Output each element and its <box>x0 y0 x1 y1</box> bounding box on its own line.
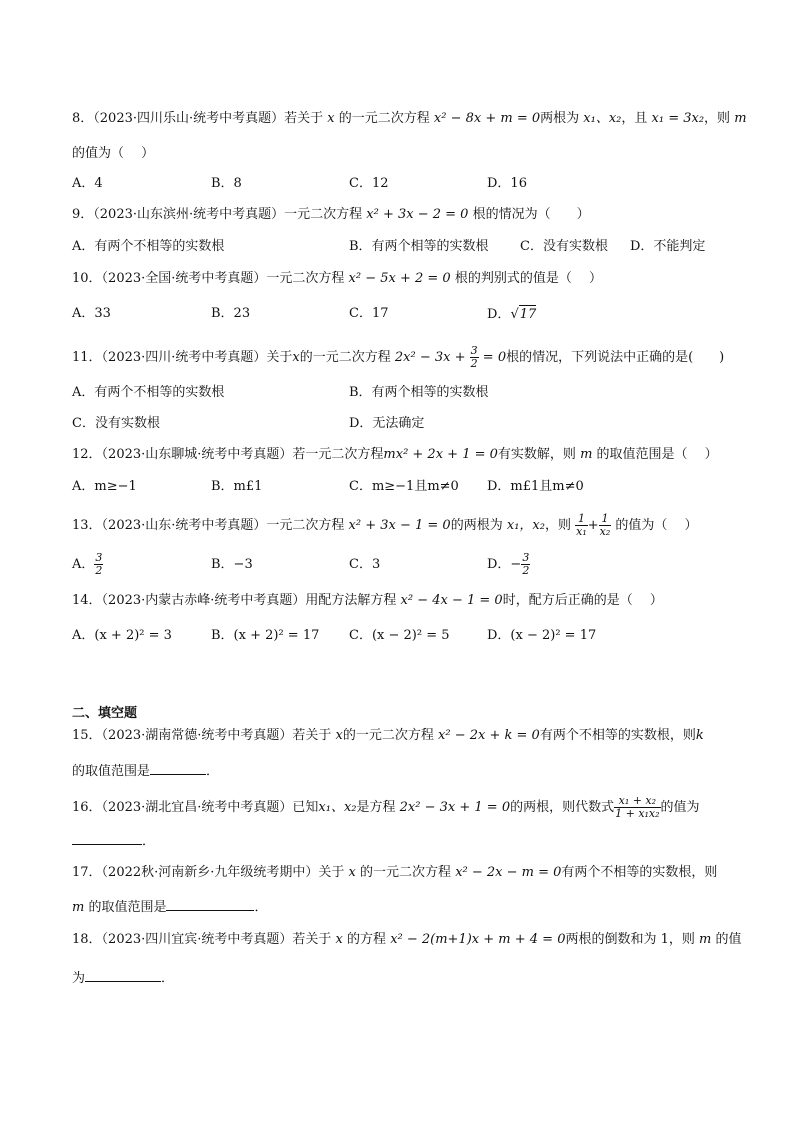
q11-option-c[interactable]: C．没有实数根 <box>72 416 160 431</box>
q15-stem-b: 的一元二次方程 <box>342 728 434 743</box>
q8-var: x <box>327 111 335 126</box>
q12-stem-b: 有实数解，则 <box>497 447 576 462</box>
q18-stem-c: 两根的倒数和为 1，则 <box>565 932 695 947</box>
q17-answer-blank[interactable] <box>166 896 254 911</box>
q13-option-a[interactable] <box>72 552 103 577</box>
q9-option-d[interactable]: D．不能判定 <box>630 239 706 254</box>
q17-equation: x² − 2x − m = 0 <box>455 865 562 880</box>
q18-var-m: m <box>699 932 712 947</box>
question-9 <box>72 206 590 224</box>
q15-stem: 15．（2023·湖南常德·统考中考真题）若关于 <box>72 728 332 743</box>
question-10 <box>72 270 602 288</box>
q10-stem-b: 根的判别式的值是（ ） <box>454 271 602 286</box>
q10-option-a[interactable]: A．33 <box>72 306 111 321</box>
q17-var: x <box>348 865 356 880</box>
q13-opt-d-label: D．− <box>487 557 522 572</box>
q16-stem-c: 的两根，则代数式 <box>510 800 615 815</box>
q11-fraction <box>470 345 479 370</box>
q18-stem-b: 的方程 <box>347 932 387 947</box>
q9-option-c[interactable]: C．没有实数根 <box>520 239 608 254</box>
q16-line2 <box>72 830 155 851</box>
q8-option-d[interactable]: D．16 <box>487 176 527 191</box>
q16-answer-blank[interactable] <box>72 830 142 845</box>
q13-f1-num: 1 <box>575 513 588 526</box>
q13-stem-c: ，则 <box>544 518 571 533</box>
q11-option-a[interactable]: A．有两个不相等的实数根 <box>72 385 225 400</box>
q18-answer-blank[interactable] <box>85 967 161 982</box>
q8-stem-e: ，且 <box>621 111 648 126</box>
q11-frac-num: 3 <box>470 344 478 357</box>
q8-stem-f: ，则 <box>704 111 731 126</box>
q13-roots: x₁，x₂ <box>506 518 545 533</box>
q13-fraction-2 <box>599 513 612 538</box>
q16-stem-d: 的值为 <box>660 800 700 815</box>
q18-line2 <box>72 967 174 988</box>
q8-option-a[interactable]: A．4 <box>72 176 103 191</box>
q10-equation: x² − 5x + 2 = 0 <box>348 271 451 286</box>
section-fill-in-heading: 二、填空题 <box>72 706 138 721</box>
q12-stem-c: 的取值范围是（ ） <box>596 447 718 462</box>
question-8 <box>72 110 747 128</box>
q16-frac-num: x₁ + x₂ <box>614 795 660 808</box>
question-11 <box>72 345 724 370</box>
q12-option-d[interactable]: D．m£1且m≠0 <box>487 479 584 494</box>
q10-option-d[interactable] <box>487 305 536 324</box>
q10-option-c[interactable]: C．17 <box>349 306 389 321</box>
q15-end: ． <box>206 764 220 779</box>
question-15 <box>72 727 704 745</box>
q18-end: ． <box>161 971 175 986</box>
q13-opt-a-den: 2 <box>95 564 103 577</box>
q13-opt-a-num: 3 <box>95 551 103 564</box>
q16-roots: x₁、x₂ <box>318 800 357 815</box>
q18-var: x <box>335 932 343 947</box>
q14-option-a[interactable]: A．(x + 2)² = 3 <box>72 628 172 643</box>
q16-equation: 2x² − 3x + 1 = 0 <box>399 800 511 815</box>
q14-option-c[interactable]: C．(x − 2)² = 5 <box>349 628 450 643</box>
q13-f1-den: x₁ <box>576 525 587 538</box>
q13-option-c[interactable]: C．3 <box>349 557 381 572</box>
q17-end: ． <box>254 900 268 915</box>
q12-option-a[interactable]: A．m≥−1 <box>72 479 137 494</box>
question-17 <box>72 864 717 882</box>
q8-stem-c: 的一元二次方程 <box>338 111 430 126</box>
q15-line2 <box>72 760 219 781</box>
sqrt-sign: √ <box>510 307 519 322</box>
q15-stem-c: 有两个不相等的实数根，则 <box>539 728 696 743</box>
q13-opt-d-den: 2 <box>522 564 530 577</box>
q16-end: ． <box>142 834 156 849</box>
q18-line2-text: 为 <box>72 971 86 986</box>
q17-stem-b: 的一元二次方程 <box>360 865 452 880</box>
q13-stem-b: 的两根为 <box>450 518 503 533</box>
q12-option-c[interactable]: C．m≥−1且m≠0 <box>349 479 459 494</box>
q14-equation: x² − 4x − 1 = 0 <box>400 593 503 608</box>
q11-equation-part2: = 0 <box>482 350 507 365</box>
q12-equation: mx² + 2x + 1 = 0 <box>383 447 498 462</box>
q18-stem: 18．（2023·四川宜宾·统考中考真题）若关于 <box>72 932 332 947</box>
q11-stem: 11．（2023·四川·统考中考真题）关于 <box>72 350 293 365</box>
q16-stem-b: 是方程 <box>356 800 396 815</box>
q11-frac-den: 2 <box>470 357 478 370</box>
q13-f2-num: 1 <box>599 513 612 526</box>
q8-stem: 8．（2023·四川乐山·统考中考真题）若关于 <box>72 111 324 126</box>
question-18 <box>72 931 742 949</box>
q8-condition: x₁ = 3x₂ <box>651 111 705 126</box>
q13-opt-a-frac <box>94 552 103 577</box>
q18-stem-d: 的值 <box>715 932 742 947</box>
q9-stem-b: 根的情况为（ ） <box>472 207 590 222</box>
q12-stem: 12．（2023·山东聊城·统考中考真题）若一元二次方程 <box>72 447 384 462</box>
q17-stem: 17．（2022秋·河南新乡·九年级统考期中）关于 <box>72 865 345 880</box>
q13-stem-d: 的值为（ ） <box>615 518 698 533</box>
q13-f2-den: x₂ <box>599 525 611 538</box>
q12-option-b[interactable]: B．m£1 <box>211 479 263 494</box>
q8-option-b[interactable]: B．8 <box>211 176 242 191</box>
q8-stem-d: 两根为 <box>540 111 580 126</box>
q8-var-m: m <box>734 111 747 126</box>
question-14 <box>72 592 663 610</box>
q15-var-k: k <box>695 728 704 743</box>
q13-option-d[interactable] <box>487 552 530 577</box>
q10-option-b[interactable]: B．23 <box>211 306 251 321</box>
q8-option-c[interactable]: C．12 <box>349 176 389 191</box>
q11-option-b[interactable]: B．有两个相等的实数根 <box>349 385 489 400</box>
q8-roots: x₁、x₂ <box>583 111 622 126</box>
q16-frac-den: 1 + x₁x₂ <box>615 807 660 820</box>
q10-stem: 10．（2023·全国·统考中考真题）一元二次方程 <box>72 271 345 286</box>
q13-option-b[interactable]: B．−3 <box>211 557 253 572</box>
q16-stem: 16．（2023·湖北宜昌·统考中考真题）已知 <box>72 800 319 815</box>
q13-plus: + <box>587 518 599 533</box>
q8-line2: 的值为（ ） <box>72 146 155 161</box>
q18-equation: x² − 2(m+1)x + m + 4 = 0 <box>390 932 566 947</box>
q17-line2-text: 的取值范围是 <box>88 900 167 915</box>
q15-equation: x² − 2x + k = 0 <box>438 728 540 743</box>
q13-equation: x² + 3x − 1 = 0 <box>348 518 451 533</box>
q15-var: x <box>335 728 343 743</box>
q17-line2 <box>72 896 268 917</box>
q13-opt-d-num: 3 <box>522 551 530 564</box>
question-16 <box>72 795 700 820</box>
q13-stem: 13．（2023·山东·统考中考真题）一元二次方程 <box>72 518 345 533</box>
q15-answer-blank[interactable] <box>150 760 206 775</box>
q11-stem-d: 根的情况，下列说法中正确的是( ) <box>506 350 725 365</box>
q13-opt-a-label: A． <box>72 557 95 572</box>
q8-equation: x² − 8x + m = 0 <box>433 111 541 126</box>
q16-fraction <box>614 795 660 820</box>
q11-option-d[interactable]: D．无法确定 <box>349 416 425 431</box>
q9-option-b[interactable]: B．有两个相等的实数根 <box>349 239 489 254</box>
q14-stem-b: 时，配方后正确的是（ ） <box>502 593 663 608</box>
q11-var: x <box>292 350 300 365</box>
q9-stem: 9．（2023·山东滨州·统考中考真题）一元二次方程 <box>72 207 363 222</box>
q14-option-d[interactable]: D．(x − 2)² = 17 <box>487 628 597 643</box>
question-13 <box>72 513 698 538</box>
question-12 <box>72 446 718 464</box>
q17-var-m: m <box>72 900 85 915</box>
q12-var: m <box>580 447 593 462</box>
q9-equation: x² + 3x − 2 = 0 <box>366 207 469 222</box>
q14-stem: 14．（2023·内蒙古赤峰·统考中考真题）用配方法解方程 <box>72 593 397 608</box>
q17-stem-c: 有两个不相等的实数根，则 <box>561 865 718 880</box>
q15-line2-text: 的取值范围是 <box>72 764 151 779</box>
q10-option-d-label: D． <box>487 307 511 322</box>
q14-option-b[interactable]: B．(x + 2)² = 17 <box>211 628 320 643</box>
q9-option-a[interactable]: A．有两个不相等的实数根 <box>72 239 225 254</box>
q13-opt-d-frac <box>521 552 530 577</box>
q13-fraction-1 <box>575 513 588 538</box>
q11-equation-part1: 2x² − 3x + <box>394 350 466 365</box>
q10-radicand: 17 <box>519 307 537 322</box>
q11-stem-c: 的一元二次方程 <box>299 350 391 365</box>
